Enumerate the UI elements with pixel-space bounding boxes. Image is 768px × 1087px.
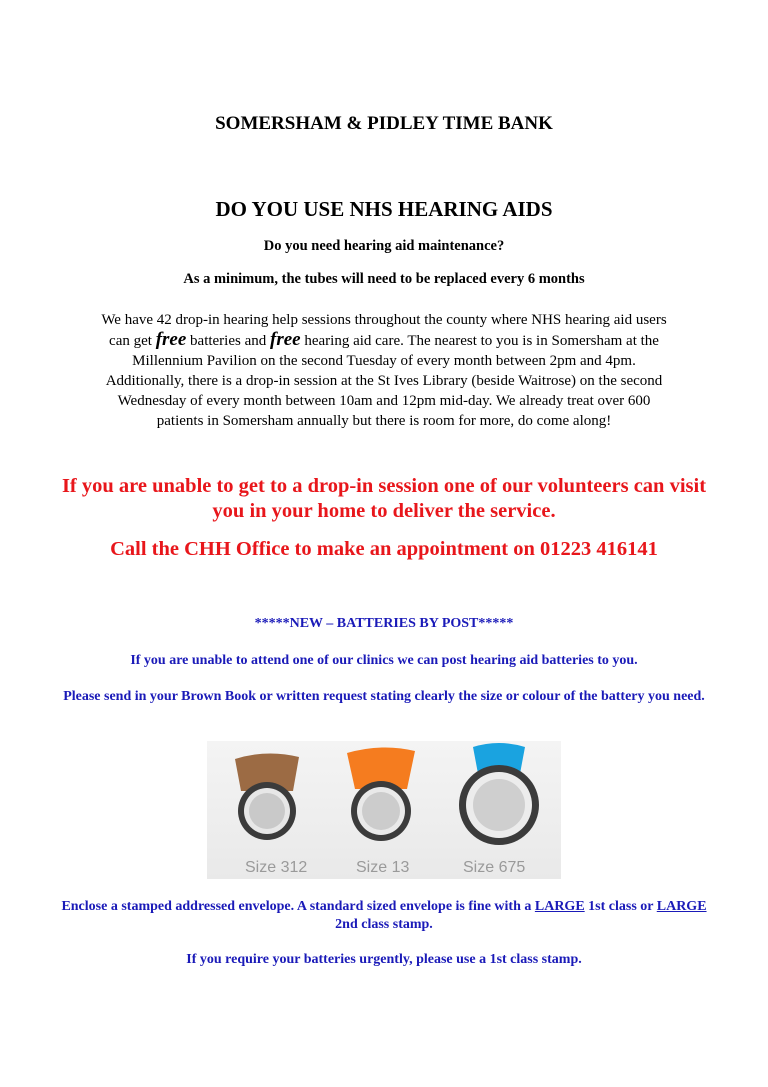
home-visit-notice: If you are unable to get to a drop-in session one of our volunteers can visit you in your home to deliver the service. [61,475,707,522]
org-title: SOMERSHAM & PIDLEY TIME BANK [215,113,553,134]
batteries-by-post-title: *****NEW – BATTERIES BY POST***** [254,616,514,631]
envelope-instructions [60,898,708,934]
battery-size-13-label: Size 13 [356,859,410,876]
tube-replacement-note: As a minimum, the tubes will need to be replaced every 6 months [183,271,585,287]
call-office-notice: Call the CHH Office to make an appointment on 01223 416141 [110,538,658,560]
headline: DO YOU USE NHS HEARING AIDS [215,197,553,221]
envelope-text: 1st class or [584,899,657,914]
battery-sizes-image [207,741,561,879]
free-emphasis: free [155,329,187,350]
battery-size-675-label: Size 675 [463,859,526,876]
post-line-2: Please send in your Brown Book or written request stating clearly the size or colour of the battery you need. [63,689,705,704]
post-line-1: If you are unable to attend one of our clinics we can post hearing aid batteries to you. [130,653,638,668]
large-emphasis: LARGE [656,899,707,914]
paragraph-text: We have 42 drop-in hearing help sessions throughout the county where NHS hearing aid users can get [101,312,667,349]
large-emphasis: LARGE [534,899,585,914]
paragraph-text: hearing aid care. The nearest to you is in Somersham at the Millennium Pavilion on the second Tuesday of every month between 2pm and 4pm. Additionally, there is a drop-in session at the St Ives Library (beside Waitrose) on the second Wednesday of every month between 10am and 12pm mid-day. We already treat over 600 patients in Somersham annually but there is room for more, do come along! [105,333,663,429]
battery-size-312-label: Size 312 [245,859,308,876]
maintenance-question: Do you need hearing aid maintenance? [263,238,505,254]
paragraph-text: batteries and [186,333,270,349]
envelope-text: 2nd class stamp. [335,917,433,932]
free-emphasis: free [270,329,301,350]
envelope-text: Enclose a stamped addressed envelope. A standard sized envelope is fine with a [61,899,535,914]
urgent-note: If you require your batteries urgently, please use a 1st class stamp. [186,952,582,967]
sessions-paragraph [95,310,673,431]
